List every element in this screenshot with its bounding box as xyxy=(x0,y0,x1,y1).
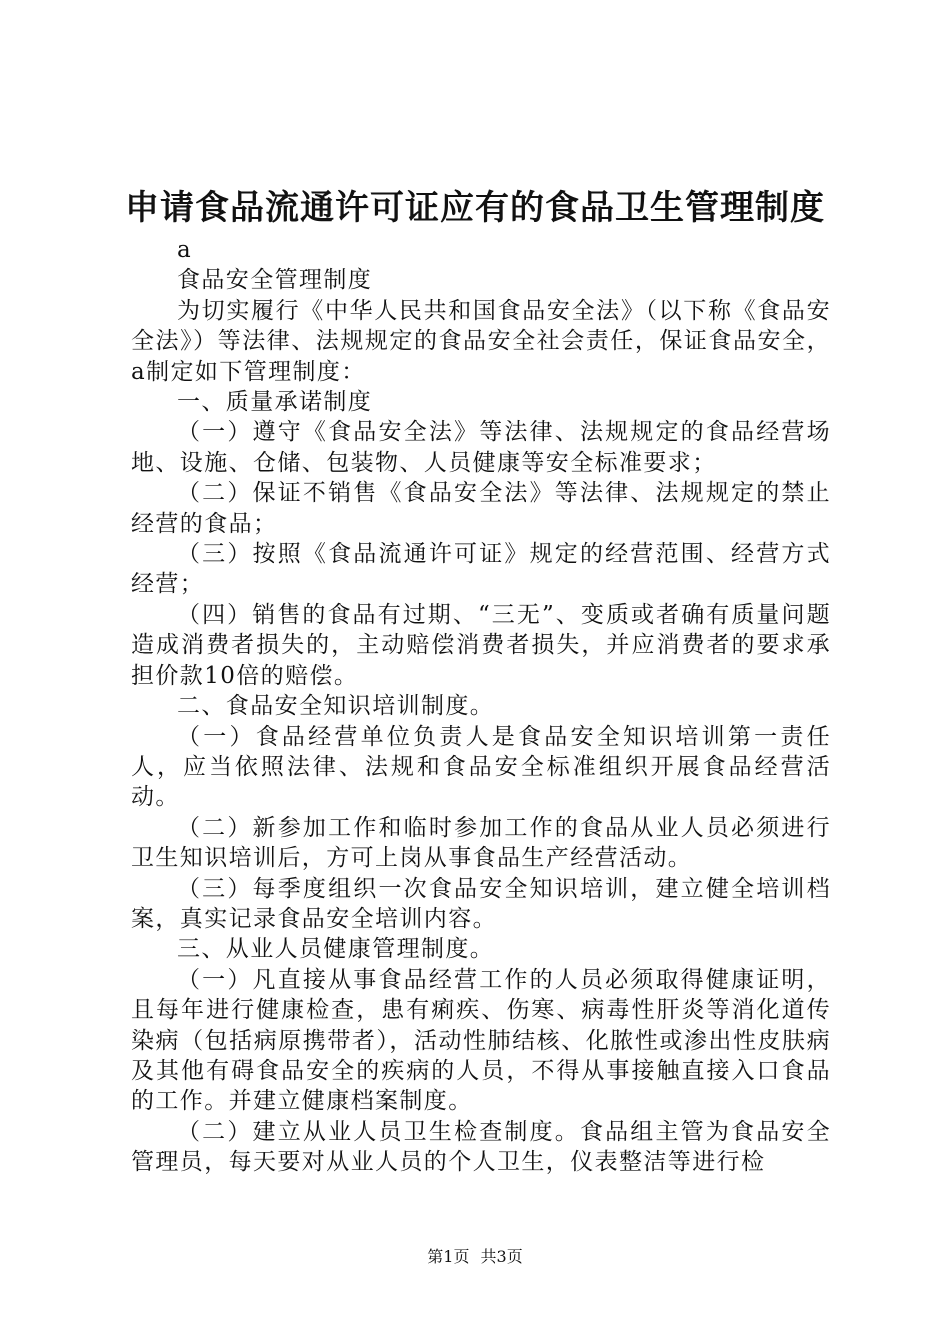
paragraph: （三）每季度组织一次食品安全知识培训，建立健全培训档案，真实记录食品安全培训内容。 xyxy=(131,875,831,932)
section-heading: 二、食品安全知识培训制度。 xyxy=(177,693,495,720)
section-heading: 食品安全管理制度 xyxy=(177,267,373,294)
section-heading: 三、从业人员健康管理制度。 xyxy=(177,936,495,963)
page-number: 第1页 xyxy=(427,1247,470,1266)
paragraph: （二）新参加工作和临时参加工作的食品从业人员必须进行卫生知识培训后，方可上岗从事食品生产经营活动。 xyxy=(131,814,831,872)
paragraph: （一）食品经营单位负责人是食品安全知识培训第一责任人，应当依照法律、法规和食品安全标准组织开展食品经营活动。 xyxy=(131,723,831,811)
paragraph: （一）凡直接从事食品经营工作的人员必须取得健康证明，且每年进行健康检查，患有痢疾、伤寒、病毒性肝炎等消化道传染病（包括病原携带者），活动性肺结核、化脓性或渗出性皮肤病及其他有碍食品安全的疾病的人员，不得从事接触直接入口食品的工作。并建立健康档案制度。 xyxy=(131,966,831,1115)
document-body xyxy=(131,235,831,1178)
paragraph: （二）建立从业人员卫生检查制度。食品组主管为食品安全管理员，每天要对从业人员的个人卫生，仪表整洁等进行检 xyxy=(131,1118,831,1176)
paragraph: （二）保证不销售《食品安全法》等法律、法规规定的禁止经营的食品； xyxy=(131,480,831,537)
document-title: 申请食品流通许可证应有的食品卫生管理制度 xyxy=(125,188,825,228)
section-heading: 一、质量承诺制度 xyxy=(177,389,373,416)
page-footer xyxy=(0,1244,950,1267)
paragraph: （三）按照《食品流通许可证》规定的经营范围、经营方式经营； xyxy=(131,541,831,598)
paragraph: a xyxy=(177,237,193,263)
paragraph: （一）遵守《食品安全法》等法律、法规规定的食品经营场地、设施、仓储、包装物、人员健康等安全标准要求； xyxy=(131,419,831,476)
page-total: 共3页 xyxy=(480,1247,523,1266)
paragraph: （四）销售的食品有过期、“三无”、变质或者确有质量问题造成消费者损失的，主动赔偿消费者损失，并应消费者的要求承担价款10倍的赔偿。 xyxy=(131,601,831,689)
paragraph: 为切实履行《中华人民共和国食品安全法》（以下称《食品安全法》）等法律、法规规定的食品安全社会责任，保证食品安全，a制定如下管理制度： xyxy=(131,297,831,385)
